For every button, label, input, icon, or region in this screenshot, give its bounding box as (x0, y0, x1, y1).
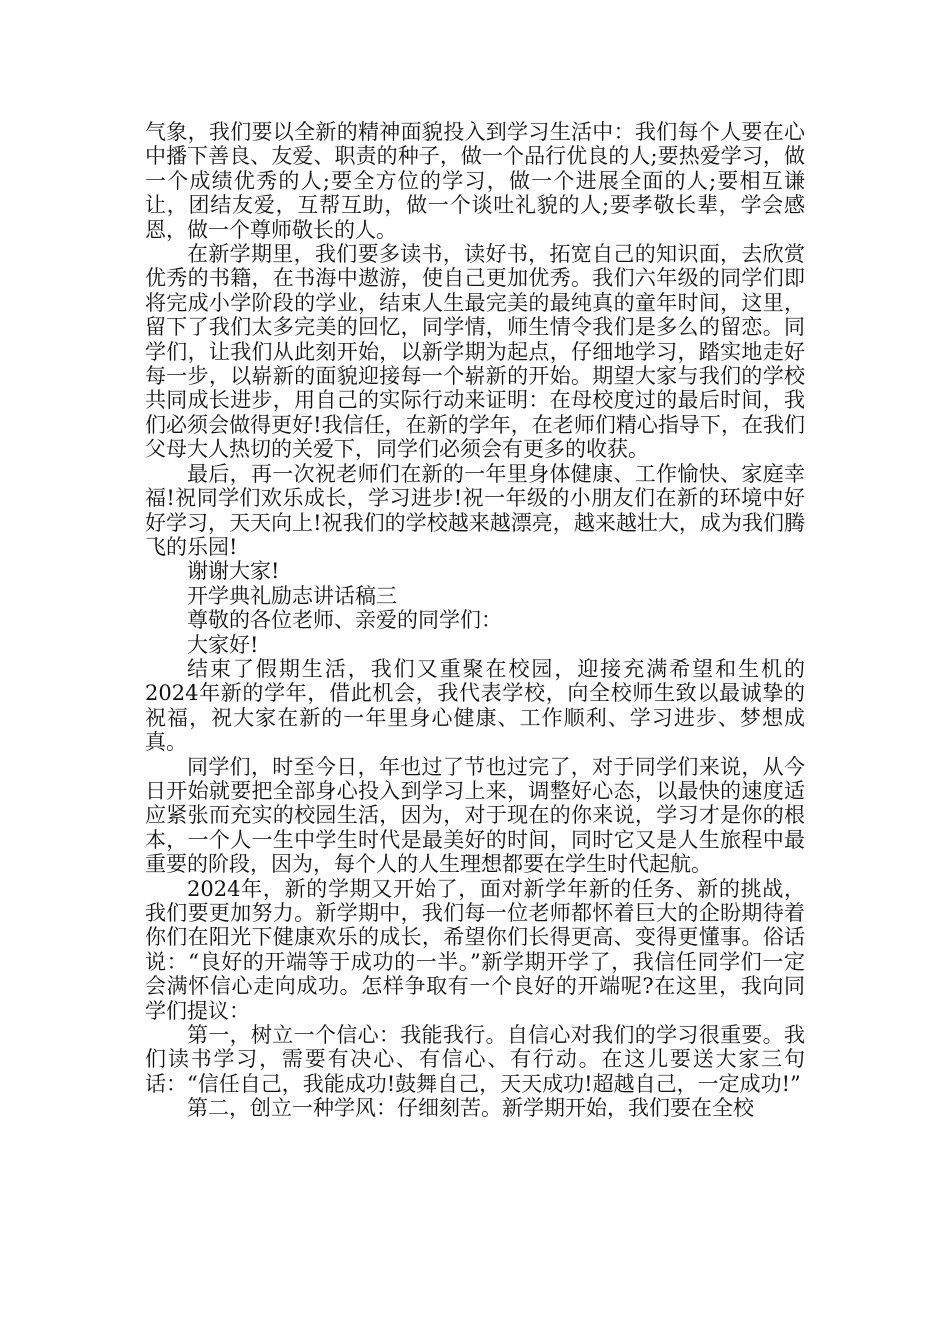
greeting: 大家好! (187, 632, 259, 657)
paragraph-students: 同学们，时至今日，年也过了节也过完了，对于同学们来说，从今日开始就要把全部身心投入到学习上来，调整好心态，以最快的速度适应紧张而充实的校园生活，因为，对于现在的你来说，学习才是你的根本，一个人一生中学生时代是最美好的时间，同时它又是人生旅程中最重要的阶段，因为，每个人的人生理想都要在学生时代起航。 (145, 754, 805, 877)
speech-title: 开学典礼励志讲话稿三 (187, 583, 397, 608)
paragraph-second-point: 第二，创立一种学风：仔细刻苦。新学期开始，我们要在全校 (187, 1096, 754, 1121)
paragraph-new-year: 结束了假期生活，我们又重聚在校园，迎接充满希望和生机的2024年新的学年，借此机会，我代表学校，向全校师生致以最诚挚的祝福，祝大家在新的一年里身心健康、工作顺利、学习进步、梦想成真。 (145, 656, 805, 755)
paragraph-thanks: 谢谢大家! (187, 559, 280, 584)
paragraph-new-semester: 2024年，新的学期又开始了，面对新学年新的任务、新的挑战，我们要更加努力。新学期中，我们每一位老师都怀着巨大的企盼期待着你们在阳光下健康欢乐的成长，希望你们长得更高、变得更懂事。俗话说：“良好的开端等于成功的一半。”新学期开学了，我信任同学们一定会满怀信心走向成功。怎样争取有一个良好的开端呢?在这里，我向同学们提议： (145, 876, 805, 1023)
paragraph-reading-plan: 在新学期里，我们要多读书，读好书，拓宽自己的知识面，去欣赏优秀的书籍，在书海中遨游，使自己更加优秀。我们六年级的同学们即将完成小学阶段的学业，结束人生最完美的最纯真的童年时间，这里，留下了我们太多完美的回忆，同学情，师生情令我们是多么的留恋。同学们，让我们从此刻开始，以新学期为起点，仔细地学习，踏实地走好每一步，以崭新的面貌迎接每一个崭新的开始。期望大家与我们的学校共同成长进步，用自己的实际行动来证明：在母校度过的最后时间，我们必须会做得更好!我信任，在新的学年，在老师们精心指导下，在我们父母大人热切的关爱下，同学们必须会有更多的收获。 (145, 242, 805, 462)
paragraph-first-point: 第一，树立一个信心：我能我行。自信心对我们的学习很重要。我们读书学习，需要有决心、有信心、有行动。在这儿要送大家三句话：“信任自己，我能成功!鼓舞自己，天天成功!超越自己，一定成功!” (145, 1023, 805, 1096)
document-page (145, 120, 805, 1121)
paragraph-continuation: 气象，我们要以全新的精神面貌投入到学习生活中：我们每个人要在心中播下善良、友爱、职责的种子，做一个品行优良的人;要热爱学习，做一个成绩优秀的人;要全方位的学习，做一个进展全面的人;要相互谦让，团结友爱，互帮互助，做一个谈吐礼貌的人;要孝敬长辈，学会感恩，做一个尊师敬长的人。 (145, 120, 805, 242)
salutation: 尊敬的各位老师、亲爱的同学们： (187, 608, 502, 633)
paragraph-closing-wishes: 最后，再一次祝老师们在新的一年里身体健康、工作愉快、家庭幸福!祝同学们欢乐成长，学习进步!祝一年级的小朋友们在新的环境中好好学习，天天向上!祝我们的学校越来越漂亮，越来越壮大，成为我们腾飞的乐园! (145, 461, 805, 559)
